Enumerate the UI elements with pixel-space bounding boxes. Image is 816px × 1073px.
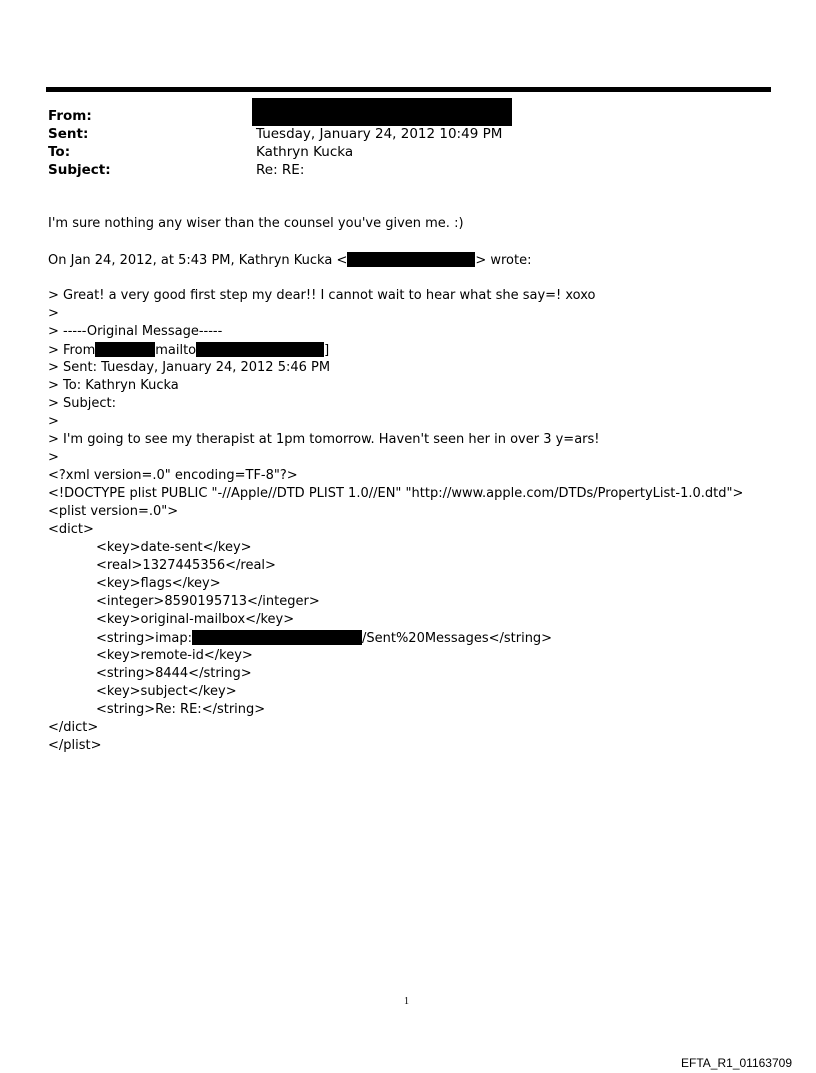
xml-line: <plist version=.0"> [48,504,179,519]
quote-line: > Subject: [48,396,117,411]
xml-line: <key>subject</key> [96,684,237,699]
mailto-redaction [196,342,324,357]
xml-line: <?xml version=.0" encoding=TF-8"?> [48,468,298,483]
xml-line: <!DOCTYPE plist PUBLIC "-//Apple//DTD PLIST 1.0//EN" "http://www.apple.com/DTDs/PropertyList-1.0.dtd"> [48,486,744,501]
reply-text: I'm sure nothing any wiser than the counsel you've given me. :) [48,216,464,231]
xml-line: <key>original-mailbox</key> [96,612,295,627]
xml-line: </dict> [48,720,99,735]
from-label: From: [48,108,92,124]
quote-line: > [48,306,59,321]
sent-value: Tuesday, January 24, 2012 10:49 PM [256,126,503,142]
xml-line: <key>date-sent</key> [96,540,252,555]
imap-suffix: /Sent%20Messages</string> [361,631,553,646]
quote-mailto: mailto [155,343,197,358]
xml-imap-line [96,630,552,646]
to-label: To: [48,144,71,160]
subject-label: Subject: [48,162,111,178]
xml-line: <dict> [48,522,94,537]
sent-label: Sent: [48,126,89,142]
quote-line: > Sent: Tuesday, January 24, 2012 5:46 PM [48,360,331,375]
quote-line: > To: Kathryn Kucka [48,378,179,393]
quote-line: > -----Original Message----- [48,324,223,339]
quote-from-suffix: ] [324,343,330,358]
on-wrote-prefix: On Jan 24, 2012, at 5:43 PM, Kathryn Kucka < [48,253,348,268]
email-redaction [347,252,475,267]
on-wrote-suffix: > wrote: [475,253,532,268]
header-rule [46,87,771,92]
xml-line: <key>remote-id</key> [96,648,253,663]
xml-line: <integer>8590195713</integer> [96,594,320,609]
quote-line: > Great! a very good first step my dear!! I cannot wait to hear what she say=! xoxo [48,288,596,303]
page-number: 1 [404,996,409,1007]
quote-line: > I'm going to see my therapist at 1pm tomorrow. Haven't seen her in over 3 y=ars! [48,432,600,447]
quote-from-prefix: > From [48,343,96,358]
quote-line: > [48,450,59,465]
xml-line: <string>8444</string> [96,666,252,681]
imap-prefix: <string>imap: [96,631,192,646]
quote-line: > [48,414,59,429]
xml-line: <key>flags</key> [96,576,221,591]
on-wrote-line [48,252,532,268]
document-id: EFTA_R1_01163709 [681,1056,792,1070]
sender-redaction [95,342,155,357]
to-value: Kathryn Kucka [256,144,354,160]
xml-line: </plist> [48,738,102,753]
imap-redaction [192,630,362,645]
xml-line: <string>Re: RE:</string> [96,702,266,717]
from-redaction [252,98,512,126]
subject-value: Re: RE: [256,162,305,178]
xml-line: <real>1327445356</real> [96,558,276,573]
quote-from-line [48,342,329,358]
